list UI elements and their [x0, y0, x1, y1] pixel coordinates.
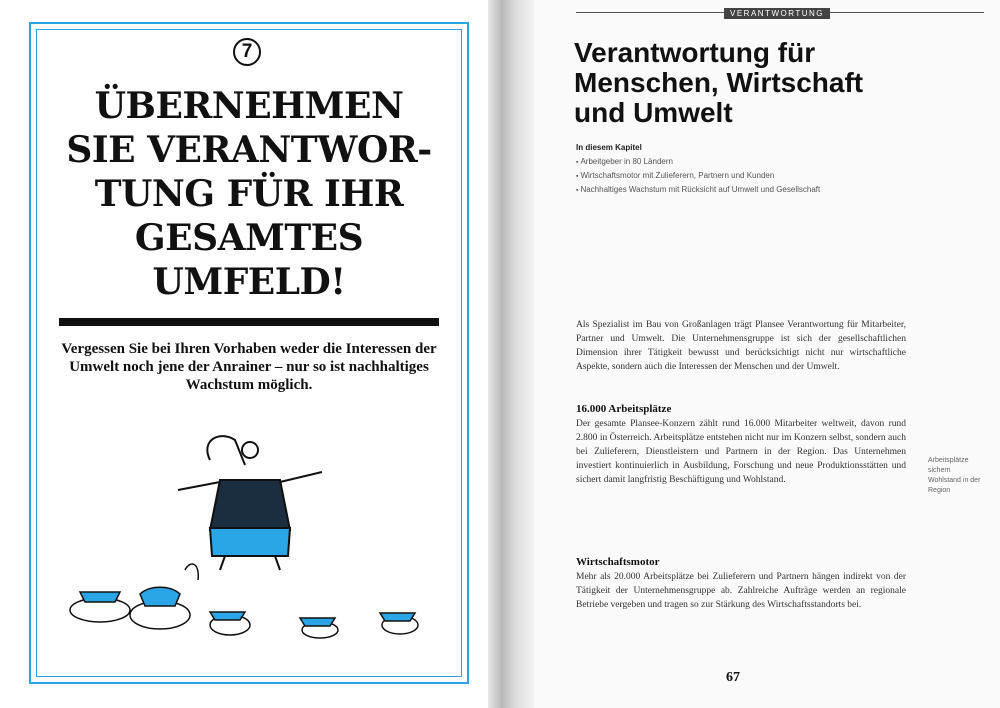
headline-line: UMFELD!: [152, 261, 346, 303]
headline-line: GESAMTES: [134, 217, 364, 259]
headline-divider: [59, 318, 439, 326]
poster-subheadline: Vergessen Sie bei Ihren Vorhaben weder die Interessen der Umwelt noch jene der Anrainer – nur so ist nachhaltiges Wachstum möglich.: [61, 341, 437, 393]
margin-note: Arbeitsplätze sichern Wohlstand in der Region: [928, 457, 981, 494]
title-line: Menschen, Wirtschaft: [574, 67, 864, 98]
chapter-toc: [576, 155, 820, 197]
intro-paragraph: Als Spezialist im Bau von Großanlagen trägt Plansee Verantwortung für Mitarbeiter, Partner und Umwelt. Die Unternehmensgruppe ist sich der gesellschaftlichen Dimension ihrer Tätigkeit bewusst und berücksichtigt nicht nur wirtschaftliche Aspekte, sondern auch die Interessen der Menschen und der Umwelt.: [576, 320, 906, 372]
section-heading: Wirtschaftsmotor: [576, 556, 660, 568]
toc-item: ▪ Nachhaltiges Wachstum mit Rücksicht auf Umwelt und Gesellschaft: [576, 183, 820, 197]
running-head: VERANTWORTUNG: [724, 8, 830, 19]
page-number: 67: [726, 670, 740, 685]
cartoon-man: [178, 436, 322, 570]
chapter-title: [574, 38, 904, 128]
section-heading: 16.000 Arbeitsplätze: [576, 403, 672, 415]
section-paragraph: Der gesamte Plansee-Konzern zählt rund 16.000 Mitarbeiter weltweit, davon rund 2.800 in Österreich. Arbeitsplätze entstehen nicht nur im Konzern selbst, sondern auch bei Zulieferern, Dienstleistern und Partnern in der Region. Das Unternehmen investiert kontinuierlich in Ausbildung, Forschung und neue Produktionsstätten und sichert damit langfristig Beschäftigung und Wohlstand.: [576, 419, 906, 485]
toc-item: ▪ Arbeitgeber in 80 Ländern: [576, 155, 820, 169]
section-paragraph: Mehr als 20.000 Arbeitsplätze bei Zulieferern und Partnern hängen indirekt von der Tätigkeit der Unternehmensgruppe ab. Zahlreiche Aufträge werden an regionale Betriebe vergeben und tragen so zur Stärkung des Wirtschaftsstandorts bei.: [576, 572, 906, 610]
headline-line: TUNG FÜR IHR: [94, 173, 404, 215]
toc-item: ▪ Wirtschaftsmotor mit Zulieferern, Partnern und Kunden: [576, 169, 820, 183]
poster-headline: [46, 84, 452, 304]
in-chapter-label: In diesem Kapitel: [576, 143, 642, 152]
headline-line: SIE VERANTWOR-: [66, 129, 432, 171]
title-line: Verantwortung für: [574, 37, 816, 68]
cartoon-ducks: [70, 564, 418, 638]
chapter-number-badge: 7: [233, 38, 261, 66]
cartoon-illustration: [60, 420, 440, 660]
title-line: und Umwelt: [574, 97, 733, 128]
headline-line: ÜBERNEHMEN: [94, 85, 404, 127]
book-gutter: [488, 0, 534, 708]
